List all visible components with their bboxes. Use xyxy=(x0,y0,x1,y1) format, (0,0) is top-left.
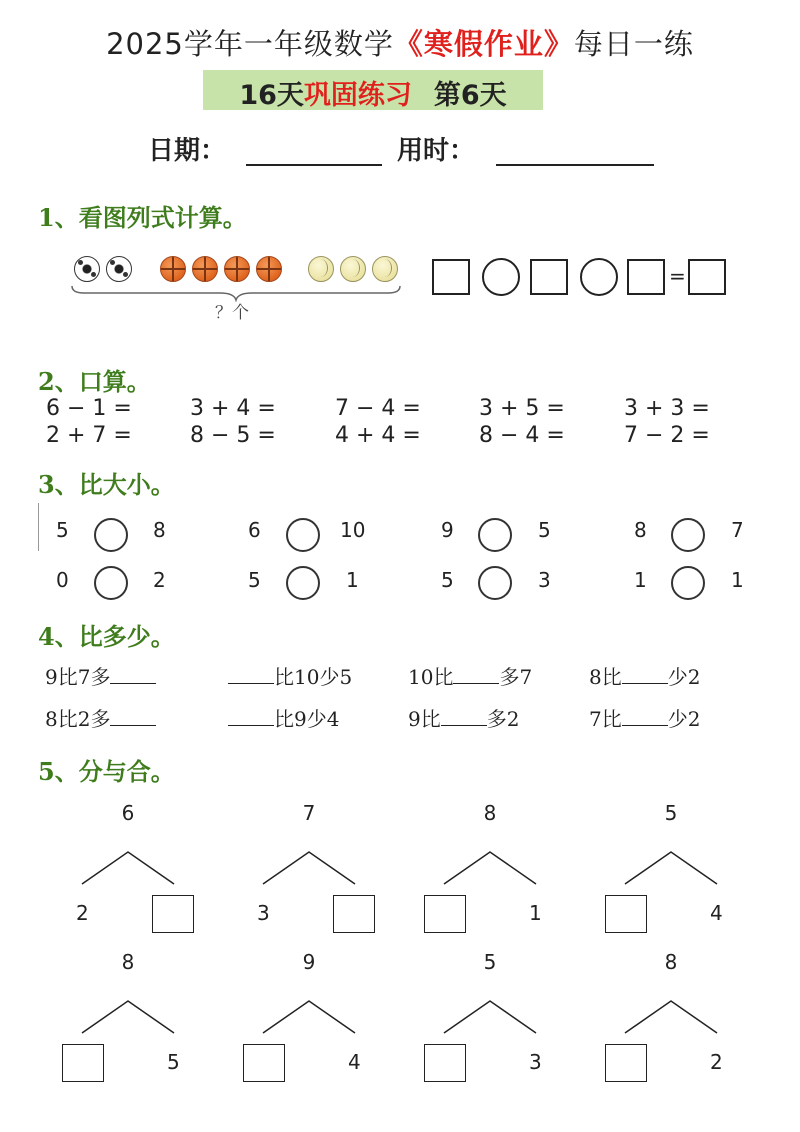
oral-item: 3 + 5 = xyxy=(479,396,565,421)
compare-circle[interactable] xyxy=(94,518,128,552)
section5-title: 5、分与合。 xyxy=(38,757,175,786)
operator-circle[interactable] xyxy=(482,258,520,296)
tree-part-box[interactable] xyxy=(333,895,375,933)
answer-blank[interactable] xyxy=(110,707,156,726)
answer-blank[interactable] xyxy=(228,665,274,684)
compare-circle[interactable] xyxy=(286,518,320,552)
compare-right: 2 xyxy=(153,568,166,592)
oral-item: 8 − 5 = xyxy=(190,423,276,448)
oral-item: 6 − 1 = xyxy=(46,396,132,421)
answer-blank[interactable] xyxy=(228,707,274,726)
compare-circle[interactable] xyxy=(478,518,512,552)
date-label: 日期： xyxy=(148,136,227,166)
tree-part-right: 4 xyxy=(710,901,723,925)
oral-item: 3 + 4 = xyxy=(190,396,276,421)
basketball-icon xyxy=(256,256,282,282)
divider xyxy=(38,503,39,551)
more-less-item xyxy=(228,661,352,690)
time-blank[interactable] xyxy=(496,164,654,166)
compare-left: 5 xyxy=(56,518,69,542)
basketball-icon xyxy=(160,256,186,282)
tree-part-box[interactable] xyxy=(152,895,194,933)
more-less-item xyxy=(228,703,339,732)
item-prefix: 8比2多 xyxy=(45,707,111,731)
compare-right: 1 xyxy=(731,568,744,592)
item-suffix: 比10少5 xyxy=(274,665,353,689)
oral-item: 7 − 4 = xyxy=(335,396,421,421)
compare-circle[interactable] xyxy=(671,518,705,552)
split-lines xyxy=(442,850,538,886)
oral-item: 3 + 3 = xyxy=(624,396,710,421)
compare-right: 7 xyxy=(731,518,744,542)
tree-total: 5 xyxy=(664,801,678,825)
item-suffix: 多2 xyxy=(486,707,520,731)
tree-part-box[interactable] xyxy=(424,895,466,933)
compare-left: 8 xyxy=(634,518,647,542)
answer-box[interactable] xyxy=(432,259,470,295)
oral-item: 4 + 4 = xyxy=(335,423,421,448)
title-prefix: 2025学年一年级数学 xyxy=(106,27,394,61)
volleyball-icon xyxy=(308,256,334,282)
split-lines xyxy=(623,999,719,1035)
section3-title: 3、比大小。 xyxy=(38,470,175,499)
more-less-item xyxy=(589,703,700,732)
tree-part-right: 1 xyxy=(529,901,542,925)
tree-part-right: 2 xyxy=(710,1050,723,1074)
tree-total: 8 xyxy=(483,801,497,825)
title-highlight: 《寒假作业》 xyxy=(393,27,574,61)
compare-left: 6 xyxy=(248,518,261,542)
item-prefix: 8比 xyxy=(589,665,622,689)
more-less-item xyxy=(45,661,156,690)
tree-total: 8 xyxy=(664,950,678,974)
volleyball-icon xyxy=(372,256,398,282)
tree-part-right: 4 xyxy=(348,1050,361,1074)
basketball-icon xyxy=(192,256,218,282)
answer-box[interactable] xyxy=(530,259,568,295)
subtitle-days: 16天 xyxy=(239,80,304,111)
equals-sign: = xyxy=(669,264,686,288)
brace-label: ？个 xyxy=(215,303,249,323)
item-suffix: 多7 xyxy=(499,665,533,689)
result-box[interactable] xyxy=(688,259,726,295)
answer-box[interactable] xyxy=(627,259,665,295)
volleyball-icon xyxy=(340,256,366,282)
compare-circle[interactable] xyxy=(94,566,128,600)
item-suffix: 比9少4 xyxy=(274,707,340,731)
date-blank[interactable] xyxy=(246,164,382,166)
answer-blank[interactable] xyxy=(622,665,668,684)
compare-circle[interactable] xyxy=(478,566,512,600)
split-lines xyxy=(261,850,357,886)
compare-left: 5 xyxy=(248,568,261,592)
compare-right: 5 xyxy=(538,518,551,542)
split-lines xyxy=(623,850,719,886)
page-title xyxy=(0,22,800,63)
tree-part-left: 3 xyxy=(257,901,270,925)
subtitle xyxy=(203,73,543,112)
oral-item: 7 − 2 = xyxy=(624,423,710,448)
split-lines xyxy=(80,999,176,1035)
more-less-item xyxy=(408,661,532,690)
compare-left: 9 xyxy=(441,518,454,542)
split-lines xyxy=(80,850,176,886)
subtitle-practice: 巩固练习 xyxy=(303,80,412,111)
answer-blank[interactable] xyxy=(622,707,668,726)
section1-title: 1、看图列式计算。 xyxy=(38,203,247,232)
compare-right: 1 xyxy=(346,568,359,592)
compare-left: 1 xyxy=(634,568,647,592)
tree-total: 8 xyxy=(121,950,135,974)
more-less-item xyxy=(45,703,156,732)
operator-circle[interactable] xyxy=(580,258,618,296)
more-less-item xyxy=(589,661,700,690)
item-suffix: 少2 xyxy=(667,707,701,731)
item-suffix: 少2 xyxy=(667,665,701,689)
tree-part-left: 2 xyxy=(76,901,89,925)
answer-blank[interactable] xyxy=(110,665,156,684)
split-lines xyxy=(442,999,538,1035)
tree-part-right: 5 xyxy=(167,1050,180,1074)
tree-total: 5 xyxy=(483,950,497,974)
split-lines xyxy=(261,999,357,1035)
title-suffix: 每日一练 xyxy=(573,27,694,61)
oral-item: 2 + 7 = xyxy=(46,423,132,448)
tree-total: 6 xyxy=(121,801,135,825)
compare-circle[interactable] xyxy=(286,566,320,600)
item-prefix: 9比7多 xyxy=(45,665,111,689)
compare-left: 0 xyxy=(56,568,69,592)
tree-part-right: 3 xyxy=(529,1050,542,1074)
answer-blank[interactable] xyxy=(441,707,487,726)
tree-part-box[interactable] xyxy=(62,1044,104,1082)
tree-part-box[interactable] xyxy=(605,1044,647,1082)
more-less-item xyxy=(408,703,519,732)
compare-left: 5 xyxy=(441,568,454,592)
tree-total: 7 xyxy=(302,801,316,825)
tree-total: 9 xyxy=(302,950,316,974)
tree-part-box[interactable] xyxy=(424,1044,466,1082)
item-prefix: 7比 xyxy=(589,707,622,731)
answer-blank[interactable] xyxy=(453,665,499,684)
section2-title: 2、口算。 xyxy=(38,367,151,396)
section4-title: 4、比多少。 xyxy=(38,622,175,651)
oral-item: 8 − 4 = xyxy=(479,423,565,448)
item-prefix: 9比 xyxy=(408,707,441,731)
subtitle-day-number: 第6天 xyxy=(433,80,507,111)
tree-part-box[interactable] xyxy=(243,1044,285,1082)
time-label: 用时： xyxy=(397,136,476,166)
compare-right: 8 xyxy=(153,518,166,542)
soccer-ball-icon xyxy=(106,256,132,282)
compare-right: 10 xyxy=(340,518,366,542)
compare-circle[interactable] xyxy=(671,566,705,600)
item-prefix: 10比 xyxy=(408,665,454,689)
compare-right: 3 xyxy=(538,568,551,592)
basketball-icon xyxy=(224,256,250,282)
tree-part-box[interactable] xyxy=(605,895,647,933)
soccer-ball-icon xyxy=(74,256,100,282)
